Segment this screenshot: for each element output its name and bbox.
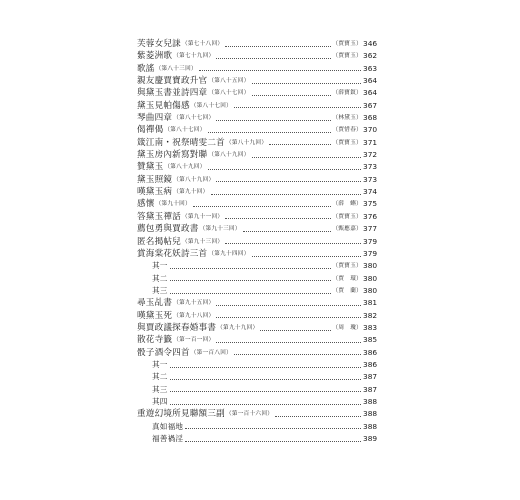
- entry-title: 尋玉乩書: [137, 298, 173, 309]
- entry-chapter: （第九十八回）: [173, 312, 215, 319]
- entry-title: 黛玉房內新寫對聯: [137, 150, 208, 161]
- dot-leader: [211, 194, 361, 195]
- entry-author: （賈寶玉）: [332, 41, 362, 47]
- dot-leader: [199, 70, 361, 71]
- dot-leader: [252, 157, 361, 158]
- entry-author: （甄應嘉）: [332, 226, 362, 233]
- dot-leader: [243, 231, 331, 232]
- dot-leader: [208, 132, 331, 133]
- entry-chapter: （第八十七回）: [164, 127, 206, 134]
- entry-title: 真如福地: [152, 421, 184, 431]
- entry-page-number: 387: [363, 372, 378, 382]
- dot-leader: [185, 441, 361, 442]
- entry-title: 匿名揭帖兒: [137, 236, 181, 247]
- entry-author: （賈寶玉）: [332, 213, 362, 220]
- entry-title: 散花寺籤: [137, 335, 173, 346]
- entry-page-number: 379: [363, 248, 378, 258]
- dot-leader: [252, 83, 361, 84]
- entry-page-number: 363: [363, 63, 378, 73]
- entry-chapter: （第八十九回）: [225, 139, 268, 146]
- entry-page-number: 362: [363, 51, 378, 61]
- entry-chapter: （第一百八回）: [190, 349, 233, 356]
- entry-title: 骰子酒令四首: [137, 347, 190, 358]
- dot-leader: [170, 367, 361, 368]
- toc-entry: [137, 38, 377, 50]
- toc-entry: [137, 223, 377, 235]
- entry-author: （賈寶玉）: [332, 263, 362, 270]
- entry-title: 重遊幻境所見聯額三副: [137, 409, 225, 420]
- entry-chapter: （第八十三回）: [155, 65, 197, 72]
- entry-author: （林黛玉）: [332, 115, 362, 122]
- entry-chapter: （第七十九回）: [173, 53, 215, 60]
- toc-entry: [137, 248, 377, 260]
- entry-chapter: （第八十九回）: [173, 176, 215, 183]
- entry-page-number: 380: [363, 273, 378, 283]
- entry-page-number: 383: [363, 322, 378, 332]
- entry-page-number: 364: [363, 76, 378, 86]
- dot-leader: [208, 169, 361, 170]
- entry-title: 嘆黛玉死: [137, 310, 173, 321]
- toc-subentry: [137, 371, 377, 383]
- dot-leader: [193, 206, 331, 207]
- entry-chapter: （第八十七回）: [208, 90, 250, 97]
- entry-author: （薛 蝌）: [332, 201, 362, 208]
- dot-leader: [234, 107, 361, 108]
- toc-entry: [137, 87, 377, 99]
- entry-page-number: 381: [363, 298, 378, 308]
- entry-page-number: 385: [363, 335, 378, 345]
- entry-page-number: 386: [363, 359, 378, 369]
- entry-title: 黛玉見帕傷感: [137, 100, 190, 111]
- entry-chapter: （第九十三回）: [181, 238, 224, 245]
- entry-page-number: 388: [363, 409, 378, 419]
- entry-title: 其四: [152, 396, 168, 406]
- entry-title: 其三: [152, 384, 168, 394]
- entry-page-number: 370: [363, 125, 378, 135]
- entry-chapter: （第九十三回）: [199, 226, 241, 233]
- entry-author: （賈惜春）: [332, 127, 362, 134]
- dot-leader: [275, 416, 361, 417]
- toc-entry: [137, 161, 377, 173]
- entry-chapter: （第九十五回）: [173, 300, 215, 307]
- entry-title: 其二: [152, 372, 168, 382]
- entry-title: 其一: [152, 261, 168, 271]
- entry-page-number: 376: [363, 211, 378, 221]
- entry-title: 琴曲四章: [137, 113, 173, 124]
- entry-chapter: （第一百一回）: [173, 337, 215, 344]
- entry-title: 答黛玉禪話: [137, 211, 181, 222]
- entry-title: 偈禪偈: [137, 125, 164, 136]
- entry-title: 箴江南・祝祭晴雯二首: [137, 137, 225, 148]
- dot-leader: [234, 354, 361, 355]
- entry-page-number: 373: [363, 162, 378, 172]
- entry-page-number: 372: [363, 150, 378, 160]
- entry-title: 福善禍淫: [152, 434, 184, 443]
- entry-page-number: 367: [363, 100, 378, 110]
- entry-page-number: 388: [363, 421, 378, 431]
- toc-entry: [137, 63, 377, 75]
- toc-entry: [137, 75, 377, 87]
- toc-entry: [137, 50, 377, 62]
- toc-entry: [137, 174, 377, 186]
- entry-author: （周 瓊）: [332, 324, 362, 331]
- dot-leader: [185, 428, 361, 429]
- toc-entry: [137, 211, 377, 223]
- entry-page-number: 389: [363, 434, 378, 443]
- toc-subentry: [137, 396, 377, 408]
- entry-page-number: 377: [363, 224, 378, 234]
- entry-title: 親友慶賈寶政升官: [137, 76, 208, 87]
- dot-leader: [269, 144, 330, 145]
- entry-page-number: 364: [363, 88, 378, 98]
- toc-entry: [137, 297, 377, 309]
- entry-title: 贊黛玉: [137, 162, 164, 173]
- dot-leader: [170, 280, 331, 281]
- entry-title: 感懷: [137, 199, 155, 210]
- entry-chapter: （第八十五回）: [208, 78, 250, 85]
- dot-leader: [170, 404, 361, 405]
- entry-author: （賈 環）: [332, 275, 362, 282]
- entry-title: 與黛玉書並詩四章: [137, 88, 208, 99]
- entry-chapter: （第九十一回）: [181, 213, 224, 220]
- entry-chapter: （第八十七回）: [190, 102, 233, 109]
- dot-leader: [252, 95, 331, 96]
- dot-leader: [216, 342, 361, 343]
- toc-subentry: [137, 421, 377, 433]
- entry-title: 歌謠: [137, 63, 155, 74]
- entry-page-number: 346: [363, 39, 378, 48]
- entry-author: （薛寶釵）: [332, 90, 362, 97]
- toc-entry: [137, 100, 377, 112]
- toc-subentry: [137, 359, 377, 371]
- toc-entry: [137, 137, 377, 149]
- entry-title: 其三: [152, 285, 168, 295]
- entry-title: 賞海棠花妖詩三首: [137, 248, 208, 259]
- entry-chapter: （第九十九回）: [217, 324, 259, 331]
- toc-entry: [137, 322, 377, 334]
- entry-author: （賈寶玉）: [332, 53, 362, 60]
- dot-leader: [216, 317, 361, 318]
- entry-chapter: （第九十回）: [155, 201, 191, 208]
- dot-leader: [216, 305, 361, 306]
- entry-chapter: （第八十七回）: [173, 115, 215, 122]
- entry-page-number: 375: [363, 199, 378, 209]
- toc-entry: [137, 149, 377, 161]
- entry-page-number: 386: [363, 347, 378, 357]
- entry-page-number: 380: [363, 285, 378, 295]
- dot-leader: [216, 120, 330, 121]
- entry-chapter: （第七十八回）: [181, 41, 224, 47]
- entry-title: 芙蓉女兒誄: [137, 39, 181, 49]
- dot-leader: [170, 293, 331, 294]
- toc-entry: [137, 408, 377, 420]
- toc-entry: [137, 310, 377, 322]
- entry-author: （賈 蘭）: [332, 287, 362, 294]
- toc-entry: [137, 236, 377, 248]
- entry-chapter: （第一百十六回）: [225, 411, 274, 418]
- toc-entry: [137, 334, 377, 346]
- toc-entry: [137, 124, 377, 136]
- entry-title: 紫菱洲歌: [137, 51, 173, 62]
- toc-subentry: [137, 273, 377, 285]
- entry-chapter: （第八十九回）: [164, 164, 206, 171]
- entry-page-number: 387: [363, 384, 378, 394]
- entry-title: 其一: [152, 359, 168, 369]
- toc-entry: [137, 112, 377, 124]
- entry-author: （賈寶玉）: [332, 139, 362, 146]
- toc-subentry: [137, 384, 377, 396]
- toc-subentry: [137, 433, 377, 445]
- dot-leader: [225, 243, 361, 244]
- table-of-contents: [137, 38, 377, 445]
- dot-leader: [225, 46, 330, 47]
- entry-page-number: 388: [363, 396, 378, 406]
- dot-leader: [252, 256, 361, 257]
- toc-entry: [137, 198, 377, 210]
- entry-page-number: 382: [363, 310, 378, 320]
- entry-page-number: 368: [363, 113, 378, 123]
- entry-page-number: 373: [363, 174, 378, 184]
- toc-subentry: [137, 285, 377, 297]
- dot-leader: [170, 391, 361, 392]
- dot-leader: [260, 330, 330, 331]
- dot-leader: [216, 181, 361, 182]
- entry-title: 與賈政議探春婚事書: [137, 322, 217, 333]
- entry-chapter: （第九十回）: [173, 189, 209, 196]
- entry-chapter: （第九十四回）: [208, 250, 250, 257]
- entry-title: 黛玉照鏡: [137, 174, 173, 185]
- entry-chapter: （第八十九回）: [208, 152, 250, 159]
- toc-entry: [137, 186, 377, 198]
- dot-leader: [216, 58, 330, 59]
- dot-leader: [225, 218, 330, 219]
- entry-title: 其二: [152, 273, 168, 283]
- entry-title: 薦包勇與賈政書: [137, 224, 199, 235]
- dot-leader: [170, 379, 361, 380]
- dot-leader: [170, 268, 331, 269]
- entry-page-number: 379: [363, 236, 378, 246]
- toc-subentry: [137, 260, 377, 272]
- entry-page-number: 371: [363, 137, 378, 147]
- toc-entry: [137, 347, 377, 359]
- entry-page-number: 374: [363, 187, 378, 197]
- entry-title: 嘆黛玉病: [137, 187, 173, 198]
- entry-page-number: 380: [363, 261, 378, 271]
